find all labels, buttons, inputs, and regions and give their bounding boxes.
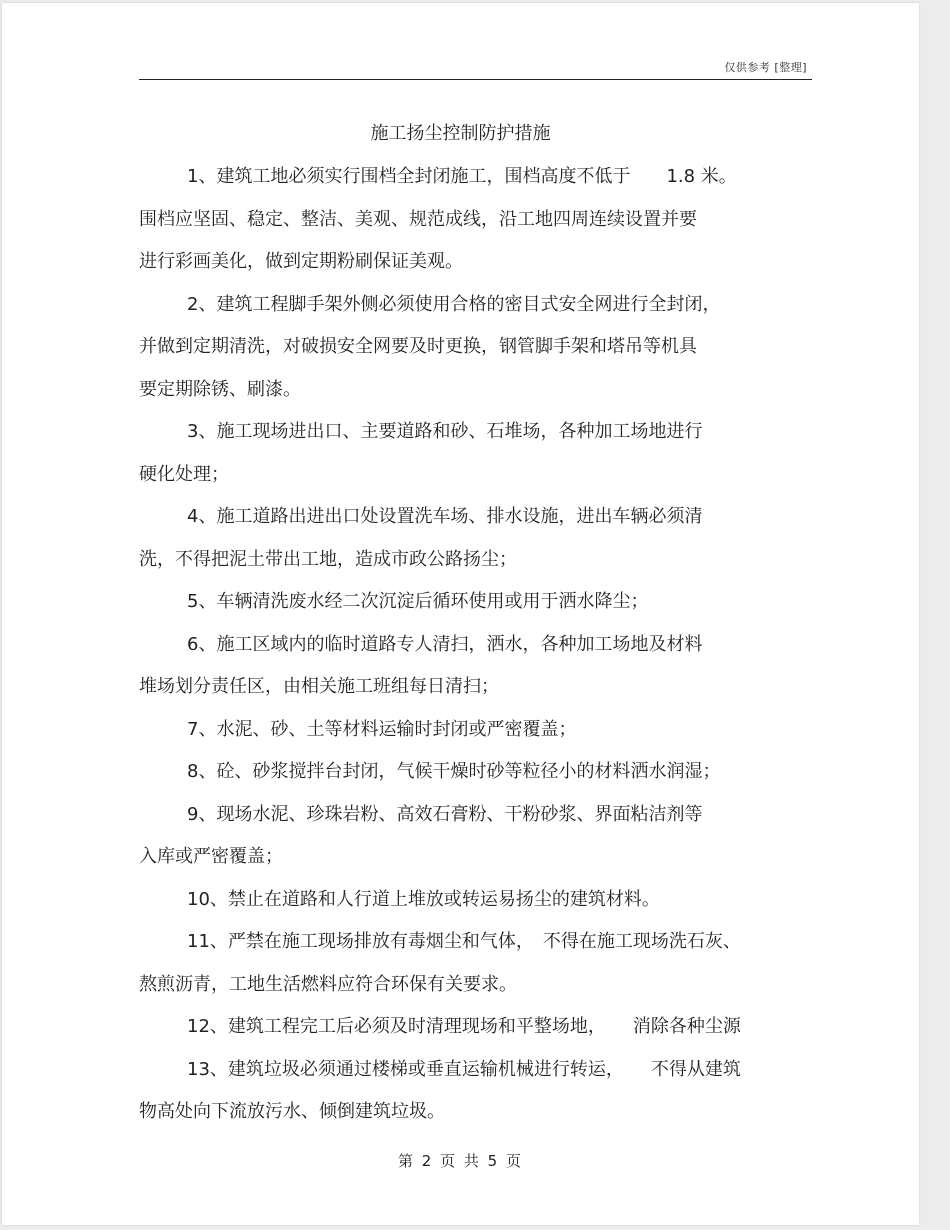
paragraph — [139, 156, 819, 284]
paragraph — [139, 496, 819, 581]
page-number: 第 2 页 共 5 页 — [398, 1152, 523, 1170]
paragraph — [139, 709, 819, 752]
paragraph — [139, 411, 819, 496]
paragraph-line: 5、车辆清洗废水经二次沉淀后循环使用或用于洒水降尘； — [187, 591, 649, 612]
paragraph-line: 堆场划分责任区，由相关施工班组每日清扫； — [139, 676, 499, 697]
paragraph-line: 1、建筑工地必须实行围档全封闭施工，围档高度不低于 1.8 米。 — [187, 166, 737, 187]
paragraph-line: 12、建筑工程完工后必须及时清理现场和平整场地， 消除各种尘源 — [187, 1016, 741, 1037]
paragraph-line: 13、建筑垃圾必须通过楼梯或垂直运输机械进行转运， 不得从建筑 — [187, 1058, 741, 1080]
paragraph-line: 入库或严密覆盖； — [139, 846, 283, 867]
header-note: 仅供参考 [整理] — [724, 61, 807, 74]
paragraph-line: 围档应坚固、稳定、整洁、美观、规范成线，沿工地四周连续设置并要 — [139, 208, 697, 230]
paragraph-line: 11、严禁在施工现场排放有毒烟尘和气体， 不得在施工现场洗石灰、 — [187, 931, 741, 952]
paragraph-line: 硬化处理； — [139, 463, 229, 485]
paragraph — [139, 794, 819, 879]
paragraph — [139, 624, 819, 709]
paragraph — [139, 879, 819, 922]
paragraph — [139, 1006, 819, 1049]
header-rule — [139, 79, 812, 80]
paragraph-line: 3、施工现场进出口、主要道路和砂、石堆场，各种加工场地进行 — [187, 421, 703, 442]
paragraph-line: 并做到定期清洗，对破损安全网要及时更换，钢管脚手架和塔吊等机具 — [139, 336, 697, 357]
paragraph-line: 进行彩画美化，做到定期粉刷保证美观。 — [139, 251, 463, 272]
paragraph — [139, 751, 819, 794]
document-body — [139, 156, 819, 1134]
paragraph-line: 8、砼、砂浆搅拌台封闭，气候干燥时砂等粒径小的材料洒水润湿； — [187, 761, 721, 782]
paragraph-line: 6、施工区域内的临时道路专人清扫，洒水，各种加工场地及材料 — [187, 633, 703, 655]
paragraph-line: 洗，不得把泥土带出工地，造成市政公路扬尘； — [139, 548, 517, 570]
paragraph-line: 物高处向下流放污水、倾倒建筑垃圾。 — [139, 1101, 445, 1122]
paragraph-line: 4、施工道路出进出口处设置洗车场、排水设施，进出车辆必须清 — [187, 506, 703, 527]
paragraph-line: 熬煎沥青，工地生活燃料应符合环保有关要求。 — [139, 973, 517, 995]
paragraph-line: 2、建筑工程脚手架外侧必须使用合格的密目式安全网进行全封闭， — [187, 293, 721, 315]
document-page — [2, 3, 919, 1225]
paragraph-line: 9、现场水泥、珍珠岩粉、高效石膏粉、干粉砂浆、界面粘洁剂等 — [187, 803, 703, 825]
paragraph — [139, 581, 819, 624]
paragraph-line: 7、水泥、砂、土等材料运输时封闭或严密覆盖； — [187, 718, 577, 740]
paragraph — [139, 921, 819, 1006]
paragraph — [139, 284, 819, 412]
paragraph-line: 要定期除锈、刷漆。 — [139, 378, 301, 400]
paragraph-line: 10、禁止在道路和人行道上堆放或转运易扬尘的建筑材料。 — [187, 888, 660, 910]
paragraph — [139, 1049, 819, 1134]
document-title: 施工扬尘控制防护措施 — [370, 123, 551, 144]
